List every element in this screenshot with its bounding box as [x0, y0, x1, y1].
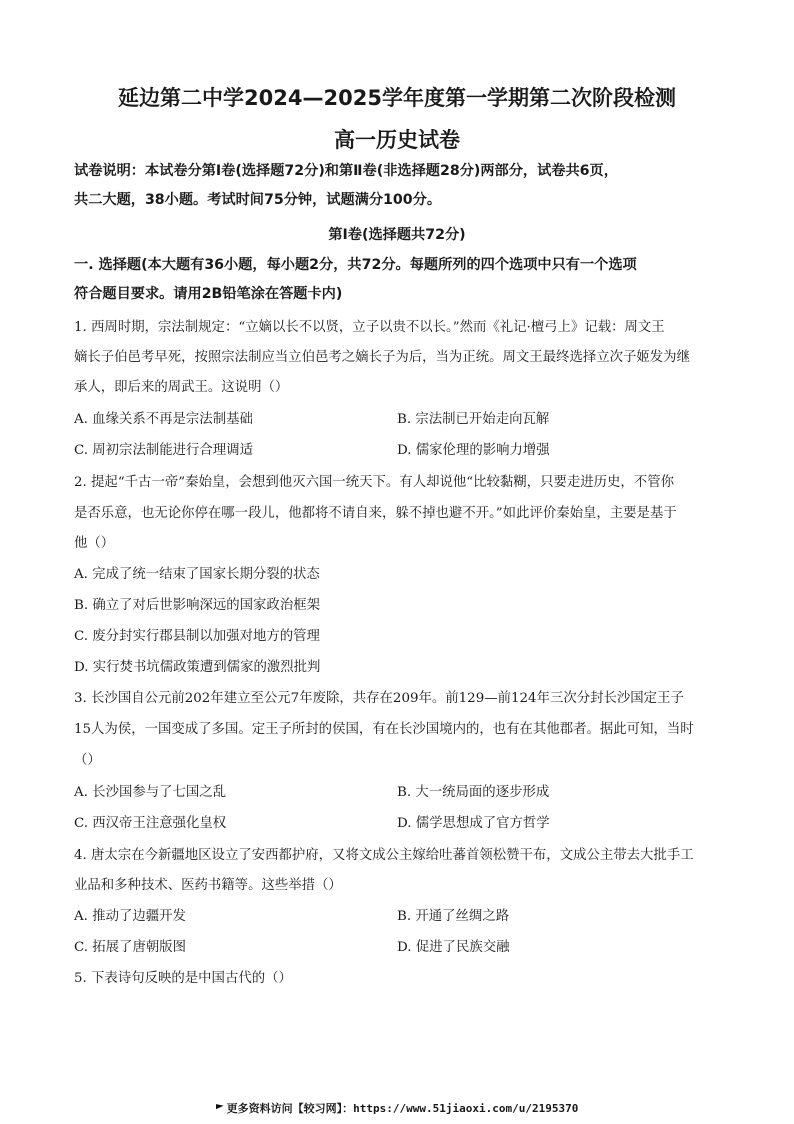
footer-link[interactable]: 更多资料访问【较习网】：https://www.51jiaoxi.com/u/2195370 — [226, 1102, 579, 1115]
question-2-line-3: 他（） — [74, 536, 115, 551]
question-4-line-1: 4. 唐太宗在今新疆地区设立了安西都护府，又将文成公主嫁给吐蕃首领松赞干布，文成公主带去大批手工 — [74, 848, 694, 863]
question-4-option-b: B. 开通了丝绸之路 — [397, 909, 510, 924]
section-title: 第Ⅰ卷(选择题共72分) — [328, 227, 466, 243]
question-1-line-1: 1. 西周时期，宗法制规定：“立嫡以长不以贤，立子以贵不以长。”然而《礼记·檀弓上》记载：周文王 — [74, 320, 665, 335]
question-2-option-c: C. 废分封实行郡县制以加强对地方的管理 — [74, 629, 320, 644]
footer[interactable] — [0, 1100, 794, 1116]
question-2-line-2: 是否乐意，也无论你停在哪一段儿，他都将不请自来，躲不掉也避不开。”如此评价秦始皇，主要是基于 — [74, 506, 677, 521]
question-1-option-d: D. 儒家伦理的影响力增强 — [397, 443, 550, 458]
question-3-option-a: A. 长沙国参与了七国之乱 — [74, 785, 227, 800]
question-2-option-a: A. 完成了统一结束了国家长期分裂的状态 — [74, 567, 320, 582]
question-3-line-1: 3. 长沙国自公元前202年建立至公元7年废除，共存在209年。前129—前124年三次分封长沙国定王子 — [74, 691, 684, 706]
question-4-option-c: C. 拓展了唐朝版图 — [74, 940, 187, 955]
question-4-option-a: A. 推动了边疆开发 — [74, 909, 186, 924]
exam-subtitle: 高一历史试卷 — [334, 128, 460, 152]
flag-icon — [216, 1104, 224, 1113]
question-1-option-c: C. 周初宗法制能进行合理调适 — [74, 443, 253, 458]
question-3-line-3: （） — [74, 753, 101, 768]
instructions-line-2: 共二大题，38小题。考试时间75分钟，试题满分100分。 — [74, 192, 442, 208]
question-1-option-b: B. 宗法制已开始走向瓦解 — [397, 412, 550, 427]
instructions-line-1: 试卷说明：本试卷分第Ⅰ卷(选择题72分)和第Ⅱ卷(非选择题28分)两部分，试卷共6页， — [74, 163, 618, 179]
question-1-line-3: 承人，即后来的周武王。这说明（） — [74, 380, 289, 395]
question-4-option-d: D. 促进了民族交融 — [397, 940, 510, 955]
section-heading-line-2: 符合题目要求。请用2B铅笔涂在答题卡内) — [74, 286, 343, 302]
question-4-line-2: 业品和多种技术、医药书籍等。这些举措（） — [74, 878, 342, 893]
question-1-option-a: A. 血缘关系不再是宗法制基础 — [74, 412, 253, 427]
question-3-line-2: 15人为侯，一国变成了多国。定王子所封的侯国，有在长沙国境内的，也有在其他郡者。据此可知，当时 — [74, 722, 694, 737]
question-2-line-1: 2. 提起“千古一帝”秦始皇，会想到他灭六国一统天下。有人却说他“比较黏糊，只要走进历史，不管你 — [74, 475, 674, 490]
question-3-option-d: D. 儒学思想成了官方哲学 — [397, 816, 550, 831]
question-2-option-b: B. 确立了对后世影响深远的国家政治框架 — [74, 598, 320, 613]
question-3-option-b: B. 大一统局面的逐步形成 — [397, 785, 550, 800]
question-1-line-2: 嫡长子伯邑考早死，按照宗法制应当立伯邑考之嫡长子为后，当为正统。周文王最终选择立次子姬发为继 — [74, 350, 690, 365]
exam-title: 延边第二中学2024—2025学年度第一学期第二次阶段检测 — [118, 86, 676, 110]
section-heading-line-1: 一. 选择题(本大题有36小题，每小题2分，共72分。每题所列的四个选项中只有一个选项 — [74, 257, 637, 273]
question-5-line-1: 5. 下表诗句反映的是中国古代的（） — [74, 971, 292, 986]
question-2-option-d: D. 实行焚书坑儒政策遭到儒家的激烈批判 — [74, 660, 321, 675]
question-3-option-c: C. 西汉帝王注意强化皇权 — [74, 816, 227, 831]
